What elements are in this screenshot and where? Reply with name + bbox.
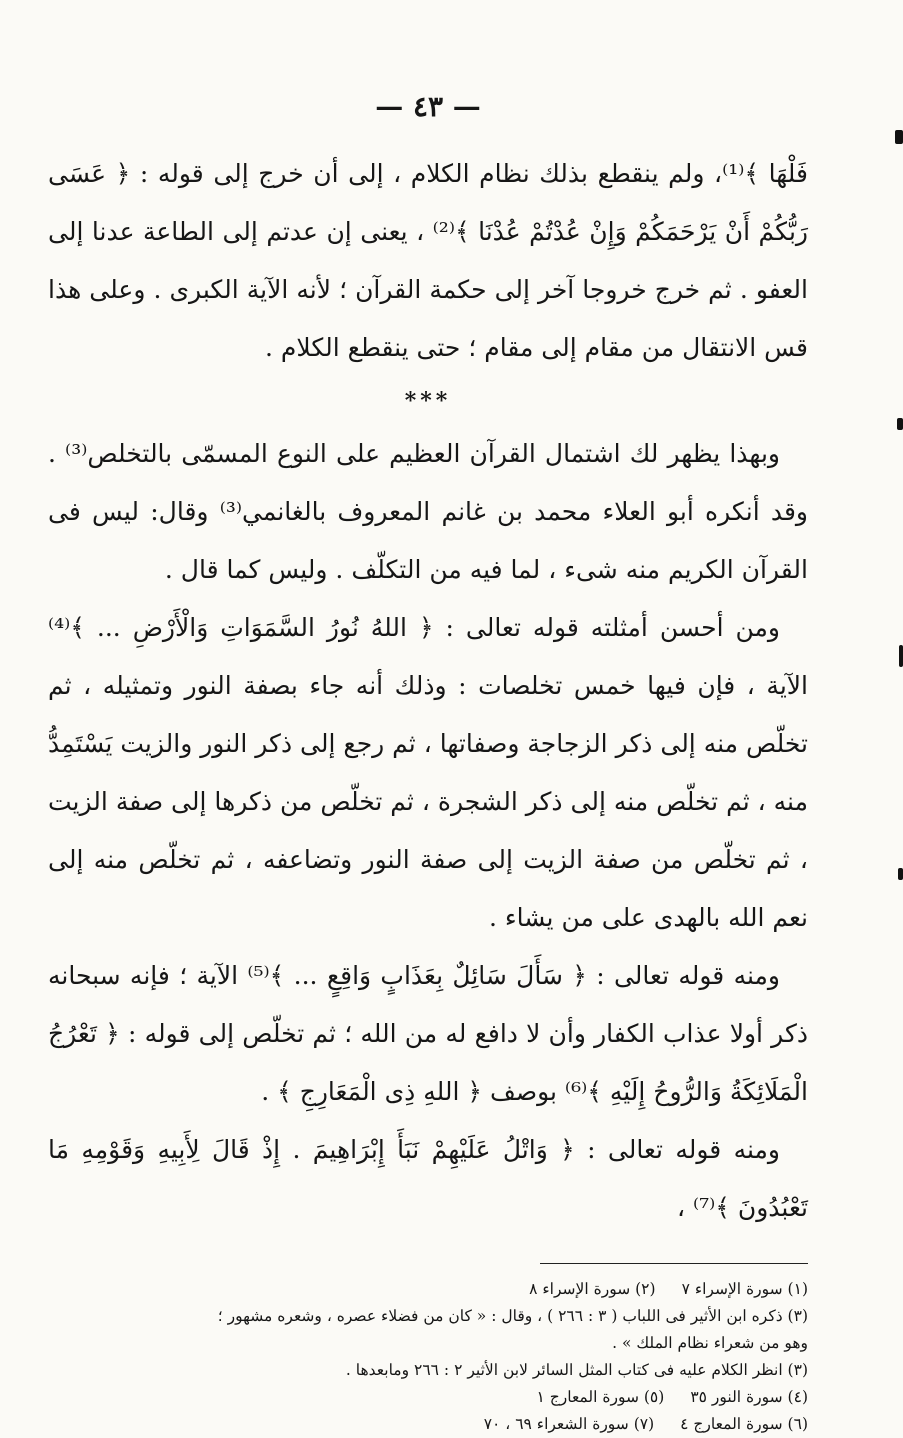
footnote-7: (٧) سورة الشعراء ٦٩ ، ٧٠	[483, 1415, 655, 1433]
footnote-row-6	[48, 1411, 808, 1438]
footnote-2: (٢) سورة الإسراء ٨	[529, 1280, 656, 1298]
paragraph-4: ومنه قوله تعالى : ﴿ سَأَلَ سَائِلٌ بِعَذَابٍ وَاقِعٍ ... ﴾⁽⁵⁾ الآية ؛ فإنه سبحانه ذكر أولا عذاب الكفار وأن لا دافع له من الله ؛ ثم تخلّص إلى قوله : ﴿ تَعْرُجُ الْمَلَائِكَةُ وَالرُّوحُ إِلَيْهِ ﴾⁽⁶⁾ بوصف ﴿ اللهِ ذِى الْمَعَارِجِ ﴾ .	[48, 961, 808, 1106]
footnote-row-1	[48, 1276, 808, 1303]
paragraph-1: فَلْهَا ﴾⁽¹⁾، ولم ينقطع بذلك نظام الكلام ، إلى أن خرج إلى قوله : ﴿ عَسَى رَبُّكُمْ أَنْ يَرْحَمَكُمْ وَإِنْ عُدْتُمْ عُدْنَا ﴾⁽²⁾ ، يعنى إن عدتم إلى الطاعة عدنا إلى العفو . ثم خرج خروجا آخر إلى حكمة القرآن ؛ لأنه الآية الكبرى . وعلى هذا قس الانتقال من مقام إلى مقام ؛ حتى ينقطع الكلام .	[48, 159, 808, 362]
paragraph-5: ومنه قوله تعالى : ﴿ وَاتْلُ عَلَيْهِمْ نَبَأَ إِبْرَاهِيمَ . إِذْ قَالَ لِأَبِيهِ وَقَوْمِهِ مَا تَعْبُدُونَ ﴾⁽⁷⁾ ،	[48, 1135, 808, 1222]
paragraph-3: ومن أحسن أمثلته قوله تعالى : ﴿ اللهُ نُورُ السَّمَوَاتِ وَالْأَرْضِ ... ﴾⁽⁴⁾ الآية ، فإن فيها خمس تخلصات : وذلك أنه جاء بصفة النور وتمثيله ، ثم تخلّص منه إلى ذكر الزجاجة وصفاتها ، ثم رجع إلى ذكر النور والزيت يَسْتَمِدُّ منه ، ثم تخلّص منه إلى ذكر الشجرة ، ثم تخلّص من ذكرها إلى صفة الزيت ، ثم تخلّص من صفة الزيت إلى صفة النور وتضاعفه ، ثم تخلّص منه إلى نعم الله بالهدى على من يشاء .	[48, 613, 808, 932]
footnote-divider	[540, 1263, 808, 1264]
footnote-row-4	[48, 1384, 808, 1411]
footnote-1: (١) سورة الإسراء ٧	[681, 1280, 808, 1298]
scan-mark-lower	[899, 645, 903, 667]
footnote-3a-line-1: (٣) ذكره ابن الأثير فى اللباب ( ٣ : ٢٦٦ ) ، وقال : « كان من فضلاء عصره ، وشعره مشهور ؛	[217, 1307, 808, 1325]
footnote-3b: (٣) انظر الكلام عليه فى كتاب المثل السائر لابن الأثير ٢ : ٢٦٦ ومابعدها .	[345, 1361, 808, 1379]
footnote-4: (٤) سورة النور ٣٥	[690, 1388, 808, 1406]
scan-mark-top	[895, 130, 903, 144]
section-separator: ***	[404, 388, 452, 414]
footnote-3a-line-2: وهو من شعراء نظام الملك » .	[612, 1334, 808, 1352]
book-page	[48, 70, 809, 1433]
scan-mark-middle	[897, 418, 903, 430]
paragraph-2: وبهذا يظهر لك اشتمال القرآن العظيم على النوع المسمّى بالتخلص⁽³⁾ . وقد أنكره أبو العلاء محمد بن غانم المعروف بالغانمي⁽³⁾ وقال: ليس فى القرآن الكريم منه شىء ، لما فيه من التكلّف . وليس كما قال .	[48, 439, 809, 584]
footnote-5: (٥) سورة المعارج ١	[536, 1388, 665, 1406]
page-number: — ٤٣ —	[375, 90, 481, 123]
footnote-6: (٦) سورة المعارج ٤	[680, 1415, 808, 1433]
scan-mark-bottom	[898, 868, 903, 880]
